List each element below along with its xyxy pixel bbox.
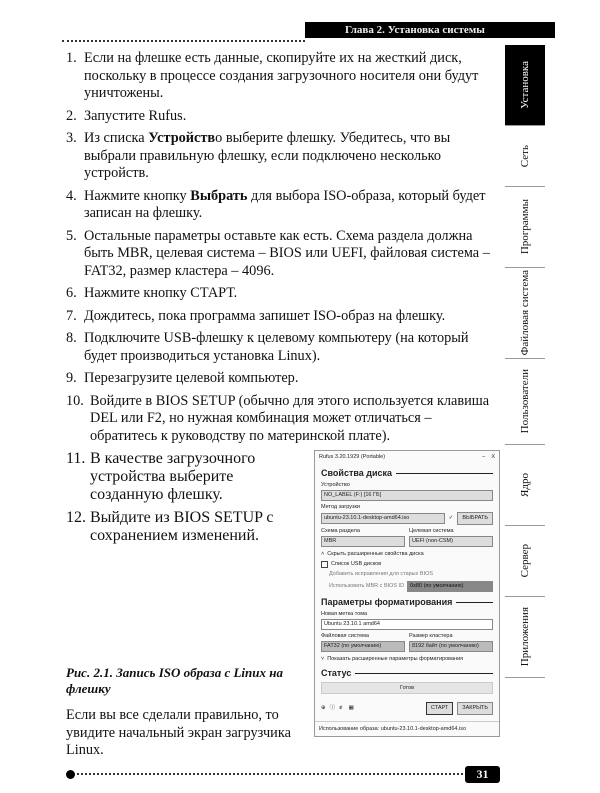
item-number: 1.	[66, 50, 77, 66]
status-bar: Готов	[321, 682, 493, 694]
volume-label: Новая метка тома	[321, 611, 368, 617]
list-item	[66, 188, 500, 223]
window-title: Rufus 3.20.1929 (Portable)	[319, 453, 386, 460]
footer-divider	[77, 773, 463, 775]
item-number: 4.	[66, 187, 77, 204]
item-text-post: о выберите флешку. Убедитесь, что вы выбрали правильную флешку, если подключено несколько устройств.	[84, 130, 451, 181]
item-text: Дождитесь, пока программа запишет ISO-образ на флешку.	[84, 307, 446, 324]
steps-list-continued	[66, 450, 306, 545]
item-text: Запустите Rufus.	[84, 107, 187, 124]
volume-input[interactable]: Ubuntu 23.10.1 amd64	[321, 619, 493, 630]
section-disk: Свойства диска	[321, 468, 493, 479]
close-button[interactable]: ЗАКРЫТЬ	[457, 702, 493, 715]
fs-label: Файловая система	[321, 633, 369, 639]
list-item	[66, 509, 306, 545]
scheme-label: Схема раздела	[321, 528, 360, 534]
item-text-post: для выбора ISO-образа, который будет записан на флешку.	[84, 187, 486, 221]
list-item	[66, 50, 500, 103]
item-text	[84, 188, 500, 223]
settings-icon[interactable]: ≢	[339, 705, 345, 711]
chapter-tabs	[505, 45, 545, 678]
device-select[interactable]: NO_LABEL (F:) [16 ГБ]	[321, 490, 493, 501]
target-select[interactable]: UEFI (non-CSM)	[409, 536, 493, 547]
item-text: В качестве загрузочного устройства выберите созданную флешку.	[90, 450, 256, 503]
item-text-bold: Устройств	[148, 130, 216, 146]
item-number: 6.	[66, 285, 77, 301]
boot-select[interactable]: ubuntu-23.10.1-desktop-amd64.iso	[321, 513, 445, 524]
item-number: 9.	[66, 370, 77, 386]
item-text	[84, 130, 500, 183]
tab-7[interactable]	[505, 597, 545, 678]
check-icon: ✓	[448, 515, 454, 521]
tab-6[interactable]	[505, 526, 545, 597]
item-number: 2.	[66, 107, 77, 124]
chapter-header: Глава 2. Установка системы	[305, 22, 555, 38]
hide-advanced-toggle[interactable]: Скрыть расширенные свойства диска	[327, 551, 424, 557]
item-text-pre: Нажмите кнопку	[84, 187, 191, 204]
item-text-pre: Из списка	[84, 130, 149, 146]
tab-label: Пользователи	[519, 369, 531, 434]
status-footer: Использование образа: ubuntu-23.10.1-desktop-amd64.iso	[315, 721, 499, 736]
page-footer	[66, 766, 500, 783]
tab-label: Сеть	[519, 144, 531, 168]
item-text: Нажмите кнопку СТАРТ.	[84, 285, 238, 301]
list-item	[66, 450, 306, 504]
item-text: Перезагрузите целевой компьютер.	[84, 370, 299, 386]
lower-section	[66, 450, 500, 760]
device-label: Устройство	[321, 482, 350, 488]
item-text: Войдите в BIOS SETUP (обычно для этого используется клавиша DEL или F2, но нужная комбинация может отличаться – обратитесь к руководству по материнской плате).	[90, 392, 490, 444]
chevron-up-icon: ˄	[321, 551, 325, 557]
scheme-select[interactable]: MBR	[321, 536, 405, 547]
target-label: Целевая система	[409, 528, 454, 534]
globe-icon[interactable]: ⊕	[321, 705, 326, 711]
list-item	[66, 308, 500, 326]
usb-list-label: Список USB дисков	[331, 561, 382, 567]
tab-label: Файловая система	[519, 270, 531, 356]
list-item	[66, 393, 500, 446]
item-number: 7.	[66, 307, 77, 324]
tab-1[interactable]	[505, 126, 545, 187]
list-item	[66, 108, 500, 126]
item-text-bold: Выбрать	[190, 187, 248, 204]
item-number: 12.	[66, 509, 86, 526]
minimize-button[interactable]: –	[482, 453, 486, 460]
bios-fix-option[interactable]: Добавить исправления для старых BIOS	[329, 571, 434, 577]
item-text: Выйдите из BIOS SETUP с сохранением изменений.	[90, 509, 274, 544]
tab-label: Программы	[519, 199, 531, 255]
rufus-window	[314, 450, 500, 737]
log-icon[interactable]: ▦	[348, 705, 354, 711]
fs-select[interactable]: FAT32 (по умолчанию)	[321, 641, 405, 652]
mbr-bios-select[interactable]: 0x80 (по умолчанию)	[407, 581, 493, 592]
cluster-label: Размер кластера	[409, 633, 453, 639]
mbr-bios-option[interactable]: Использовать MBR с BIOS ID	[329, 583, 405, 589]
tab-label: Сервер	[519, 544, 531, 578]
item-text: Подключите USB-флешку к целевому компьютеру (на который будет производиться установка Linux).	[84, 330, 469, 364]
left-column	[66, 450, 306, 760]
select-button[interactable]: ВЫБРАТЬ	[457, 512, 493, 525]
item-number: 8.	[66, 330, 77, 346]
chevron-down-icon: ˅	[321, 656, 325, 662]
tab-label: Приложения	[519, 607, 531, 667]
section-format: Параметры форматирования	[321, 597, 493, 608]
tab-3[interactable]	[505, 268, 545, 359]
info-icon[interactable]: ⓘ	[329, 705, 336, 711]
figure-caption: Рис. 2.1. Запись ISO образа с Linux на флешку	[66, 665, 283, 696]
tab-5[interactable]	[505, 445, 545, 526]
tab-2[interactable]	[505, 187, 545, 268]
page-number: 31	[465, 766, 500, 783]
close-window-button[interactable]: X	[491, 453, 495, 460]
item-text: Если на флешке есть данные, скопируйте их на жесткий диск, поскольку в процессе создания загрузочного носителя они будут уничтожены.	[84, 50, 479, 101]
item-number: 11.	[66, 450, 86, 467]
usb-list-checkbox[interactable]	[321, 561, 328, 568]
tab-label: Установка	[519, 61, 531, 109]
paragraph: Если вы все сделали правильно, то увидите начальный экран загрузчика Linux.	[66, 707, 291, 758]
list-item	[66, 228, 500, 281]
boot-label: Метод загрузки	[321, 504, 360, 510]
section-status: Статус	[321, 668, 493, 679]
list-item	[66, 330, 500, 365]
list-item	[66, 130, 500, 183]
tab-label: Ядро	[519, 473, 531, 497]
bullet-marker	[66, 770, 75, 779]
tab-0[interactable]	[505, 45, 545, 126]
item-number: 3.	[66, 130, 77, 146]
start-button[interactable]: СТАРТ	[426, 702, 453, 715]
show-advanced-toggle[interactable]: Показать расширенные параметры форматирования	[327, 656, 464, 662]
item-text: Остальные параметры оставьте как есть. Схема раздела должна быть MBR, целевая система – BIOS или UEFI, файловая система – FAT32, размер кластера – 4096.	[84, 227, 490, 279]
cluster-select[interactable]: 8192 байт (по умолчанию)	[409, 641, 493, 652]
list-item	[66, 285, 500, 303]
list-item	[66, 370, 500, 388]
item-number: 10.	[66, 392, 84, 409]
page-content	[66, 0, 500, 793]
item-number: 5.	[66, 227, 77, 244]
steps-list	[66, 50, 500, 445]
tab-4[interactable]	[505, 359, 545, 445]
